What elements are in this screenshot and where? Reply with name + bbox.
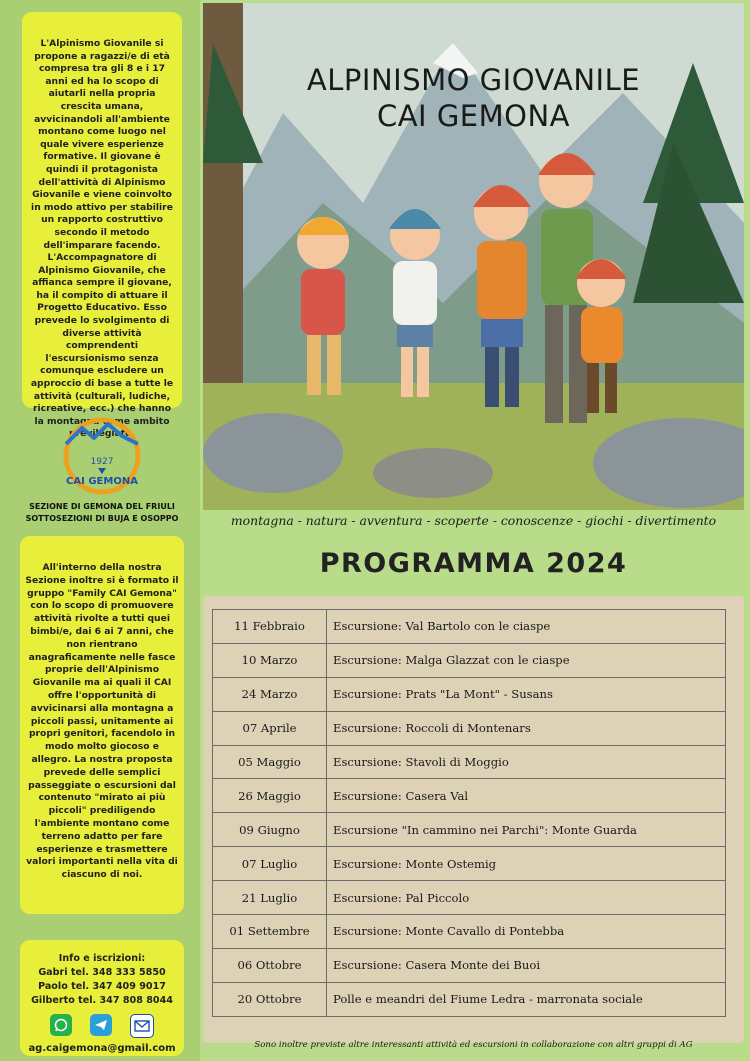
title-line1: ALPINISMO GIOVANILE bbox=[306, 63, 641, 97]
schedule-table bbox=[212, 609, 726, 1017]
telegram-icon[interactable] bbox=[90, 1014, 112, 1036]
table-row bbox=[213, 745, 726, 779]
table-row bbox=[213, 677, 726, 711]
event-title: Escursione: Pal Piccolo bbox=[327, 881, 726, 915]
event-title: Escursione: Monte Cavallo di Pontebba bbox=[327, 915, 726, 949]
programma-heading: PROGRAMMA 2024 bbox=[319, 548, 628, 579]
table-row bbox=[213, 779, 726, 813]
event-date: 09 Giugno bbox=[213, 813, 327, 847]
event-date: 20 Ottobre bbox=[213, 982, 327, 1016]
cai-logo-icon bbox=[52, 414, 152, 496]
event-date: 10 Marzo bbox=[213, 643, 327, 677]
event-date: 07 Luglio bbox=[213, 847, 327, 881]
event-title: Escursione: Val Bartolo con le ciaspe bbox=[327, 610, 726, 644]
whatsapp-icon[interactable] bbox=[50, 1014, 72, 1036]
table-row bbox=[213, 982, 726, 1016]
footnote: Sono inoltre previste altre interessanti attività ed escursioni in collaborazione con altri gruppi di AG bbox=[254, 1040, 693, 1050]
table-row bbox=[213, 847, 726, 881]
event-date: 01 Settembre bbox=[213, 915, 327, 949]
logo-section: SEZIONE DI GEMONA DEL FRIULI bbox=[29, 502, 175, 511]
event-date: 06 Ottobre bbox=[213, 948, 327, 982]
logo-name: CAI GEMONA bbox=[66, 476, 138, 487]
event-title: Escursione: Roccoli di Montenars bbox=[327, 711, 726, 745]
event-title: Escursione: Casera Monte dei Buoi bbox=[327, 948, 726, 982]
event-title: Escursione "In cammino nei Parchi": Monte Guarda bbox=[327, 813, 726, 847]
family-box bbox=[20, 536, 184, 914]
event-title: Polle e meandri del Fiume Ledra - marronata sociale bbox=[327, 982, 726, 1016]
main-title bbox=[203, 62, 744, 134]
contact-gabri: Gabri tel. 348 333 5850 bbox=[38, 967, 166, 978]
table-row bbox=[213, 881, 726, 915]
table-row bbox=[213, 643, 726, 677]
table-row bbox=[213, 813, 726, 847]
table-row bbox=[213, 711, 726, 745]
event-title: Escursione: Monte Ostemig bbox=[327, 847, 726, 881]
event-title: Escursione: Stavoli di Moggio bbox=[327, 745, 726, 779]
tagline: montagna - natura - avventura - scoperte - conoscenze - giochi - divertimento bbox=[230, 513, 717, 528]
cai-gemona-logo bbox=[22, 414, 182, 526]
intro-box bbox=[22, 12, 182, 440]
event-title: Escursione: Malga Glazzat con le ciaspe bbox=[327, 643, 726, 677]
intro-text: L'Alpinismo Giovanile si propone a ragazzi/e di età compresa tra gli 8 e i 17 anni ed ha lo scopo di aiutarli nella propria crescita umana, avvicinandoli all'ambiente montano come luogo nel quale vivere esperienze formative. Il giovane è quindi il protagonista dell'attività di Alpinismo Giovanile e viene coinvolto in modo attivo per stabilire un rapporto costruttivo secondo il metodo dell'imparare facendo. L'Accompagnatore di Alpinismo Giovanile, che affianca sempre il giovane, ha il compito di attuare il Progetto Educativo. Esso prevede lo svolgimento di diverse attività comprendenti l'escursionismo senza comunque escludere un approccio di base a tutte le attività (culturali, ludiche, ricreative, ecc.) che hanno la montagna come ambito previlegiato. bbox=[30, 38, 174, 440]
info-box bbox=[20, 940, 184, 1056]
event-date: 11 Febbraio bbox=[213, 610, 327, 644]
event-date: 21 Luglio bbox=[213, 881, 327, 915]
info-heading: Info e iscrizioni: bbox=[58, 953, 146, 964]
table-row bbox=[213, 610, 726, 644]
table-row bbox=[213, 915, 726, 949]
event-date: 07 Aprile bbox=[213, 711, 327, 745]
contact-paolo: Paolo tel. 347 409 9017 bbox=[38, 981, 166, 992]
event-title: Escursione: Prats "La Mont" - Susans bbox=[327, 677, 726, 711]
family-text: All'interno della nostra Sezione inoltre si è formato il gruppo "Family CAI Gemona" con lo scopo di promuovere attività rivolte a tutti quei bimbi/e, dai 6 ai 7 anni, che non rientrano anagraficamente nelle fasce proprie dell'Alpinismo Giovanile ma ai quali il CAI offre l'opportunità di avvicinarsi alla montagna a piccoli passi, unitamente ai propri genitori, facendolo in modo molto giocoso e allegro. La nostra proposta prevede delle semplici passeggiate o escursioni dal contenuto "mirato ai più piccoli" prediligendo l'ambiente montano come terreno adatto per fare esperienze e trasmettere valori importanti nella vita di ciascuno di noi. bbox=[25, 562, 179, 881]
contact-gilberto: Gilberto tel. 347 808 8044 bbox=[31, 995, 173, 1006]
email-icon[interactable] bbox=[130, 1014, 154, 1038]
event-title: Escursione: Casera Val bbox=[327, 779, 726, 813]
event-date: 05 Maggio bbox=[213, 745, 327, 779]
event-date: 24 Marzo bbox=[213, 677, 327, 711]
logo-year: 1927 bbox=[90, 457, 114, 467]
event-date: 26 Maggio bbox=[213, 779, 327, 813]
info-email[interactable]: ag.caigemona@gmail.com bbox=[28, 1043, 176, 1054]
logo-subsections: SOTTOSEZIONI DI BUJA E OSOPPO bbox=[25, 514, 179, 523]
table-row bbox=[213, 948, 726, 982]
title-line2: CAI GEMONA bbox=[376, 99, 571, 133]
